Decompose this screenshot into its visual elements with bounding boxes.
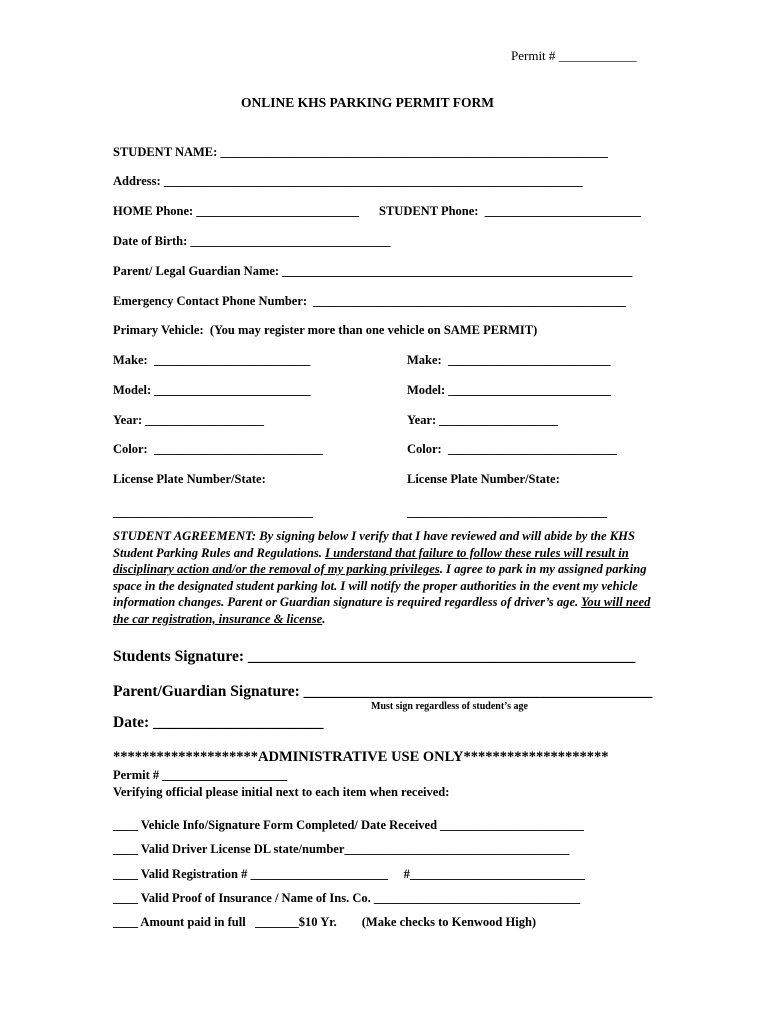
- address-field[interactable]: Address: ___________________________________________________________________: [113, 174, 583, 188]
- vehicle1-plate-label: License Plate Number/State:: [113, 472, 266, 486]
- admin-verify-label: Verifying official please initial next to each item when received:: [113, 785, 450, 799]
- agreement-underlined-2: You will need the car registration, insurance & license: [113, 595, 651, 626]
- agreement-underlined-1: I understand that failure to follow these rules will result in disciplinary action and/or the removal of my parking privileges: [113, 545, 629, 577]
- guardian-signature-note: Must sign regardless of student’s age: [371, 701, 528, 712]
- admin-item-insurance[interactable]: ____ Valid Proof of Insurance / Name of Ins. Co. _________________________________: [113, 891, 581, 905]
- vehicle1-plate-field[interactable]: ________________________________: [113, 505, 313, 519]
- agreement-text-3: .: [322, 611, 326, 626]
- vehicle2-color-field[interactable]: Color: ___________________________: [407, 442, 617, 456]
- agreement-text-2: . I agree to park in my assigned parking space in the designated student parking lot. I will notify the proper authorities in the event my vehicle information changes. Parent or Guardian signature is required regardless of driver’s age.: [113, 562, 647, 610]
- vehicle2-model-field[interactable]: Model: __________________________: [407, 383, 611, 397]
- guardian-signature-field[interactable]: Parent/Guardian Signature: _____________________________________________: [113, 683, 653, 700]
- admin-header: ********************ADMINISTRATIVE USE ONLY********************: [113, 749, 609, 765]
- admin-permit-field[interactable]: Permit # ____________________: [113, 768, 288, 782]
- student-name-field[interactable]: STUDENT NAME: ______________________________________________________________: [113, 145, 608, 159]
- guardian-name-field[interactable]: Parent/ Legal Guardian Name: ________________________________________________________: [113, 264, 633, 278]
- form-title: ONLINE KHS PARKING PERMIT FORM: [241, 95, 495, 110]
- vehicle2-plate-field[interactable]: ________________________________: [407, 505, 607, 519]
- vehicle2-year-field[interactable]: Year: ___________________: [407, 413, 559, 427]
- admin-item-vehicle-info[interactable]: ____ Vehicle Info/Signature Form Completed/ Date Received _______________________: [113, 818, 584, 832]
- student-signature-field[interactable]: Students Signature: __________________________________________________: [113, 648, 636, 665]
- vehicle2-make-field[interactable]: Make: __________________________: [407, 353, 611, 367]
- vehicle1-make-field[interactable]: Make: _________________________: [113, 353, 311, 367]
- admin-item-driver-license[interactable]: ____ Valid Driver License DL state/number____________________________________: [113, 842, 570, 856]
- vehicle1-color-field[interactable]: Color: ___________________________: [113, 442, 323, 456]
- dob-field[interactable]: Date of Birth: ________________________________: [113, 234, 391, 248]
- admin-item-registration[interactable]: ____ Valid Registration # ______________________ #____________________________: [113, 867, 585, 881]
- agreement-text-1: STUDENT AGREEMENT: By signing below I verify that I have reviewed and will abide by the KHS Student Parking Rules and Regulations.: [113, 529, 635, 560]
- vehicle1-year-field[interactable]: Year: ___________________: [113, 413, 265, 427]
- permit-number: Permit # ____________: [511, 48, 637, 63]
- vehicle2-plate-label: License Plate Number/State:: [407, 472, 560, 486]
- primary-vehicle-label: Primary Vehicle: (You may register more than one vehicle on SAME PERMIT): [113, 323, 538, 337]
- admin-item-amount-paid[interactable]: ____ Amount paid in full _______$10 Yr. (Make checks to Kenwood High): [113, 915, 537, 929]
- student-phone-field[interactable]: STUDENT Phone: _________________________: [379, 204, 641, 218]
- emergency-phone-field[interactable]: Emergency Contact Phone Number: __________________________________________________: [113, 294, 626, 308]
- date-field[interactable]: Date: ______________________: [113, 714, 324, 731]
- student-agreement: [113, 528, 653, 628]
- vehicle1-model-field[interactable]: Model: _________________________: [113, 383, 311, 397]
- home-phone-field[interactable]: HOME Phone: __________________________: [113, 204, 359, 218]
